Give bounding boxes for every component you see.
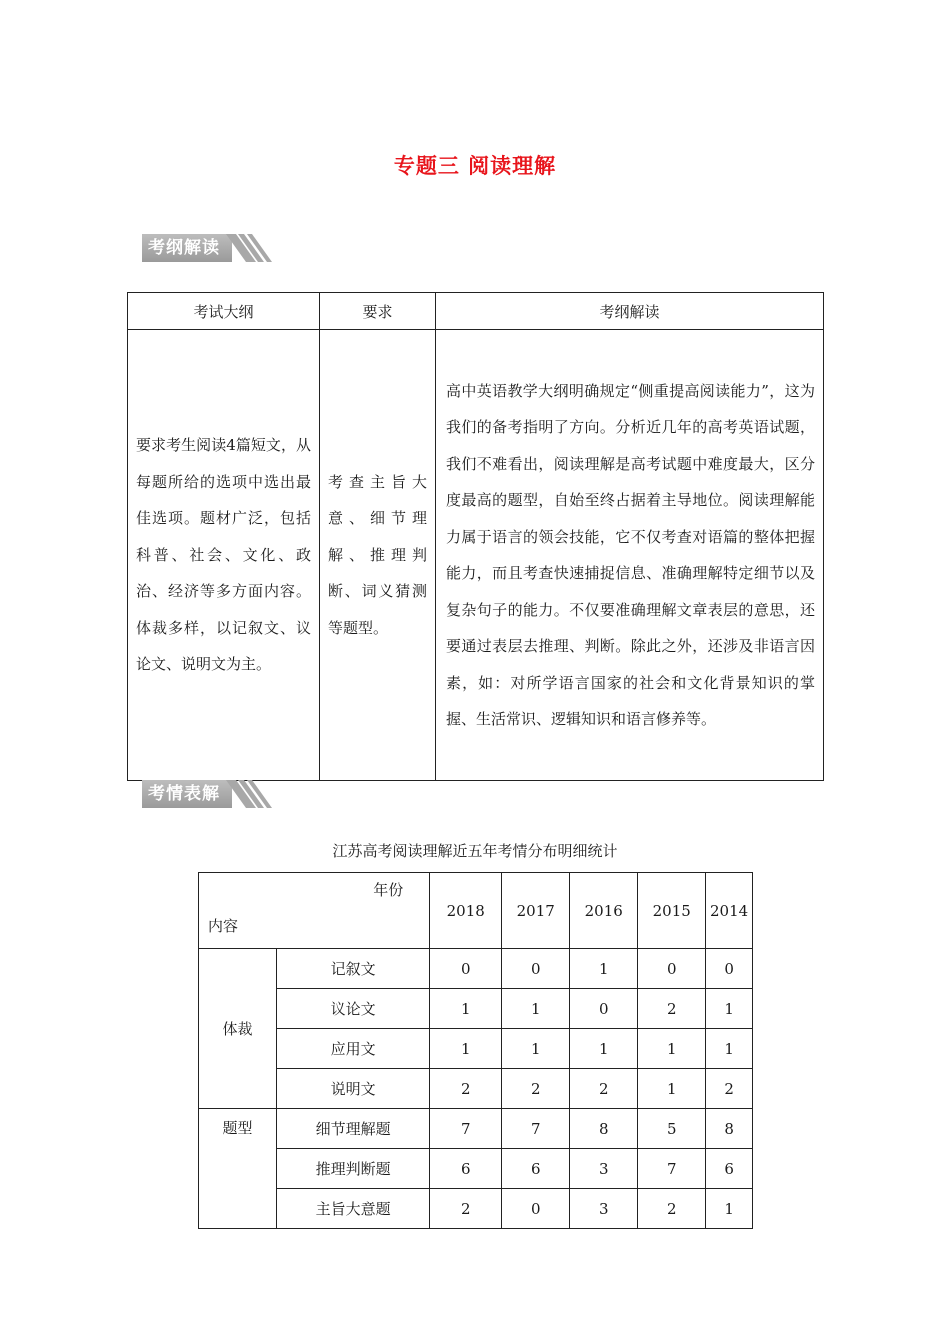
value-cell: 0 [502, 1189, 570, 1229]
stats-table [198, 872, 753, 1229]
value-cell: 0 [502, 949, 570, 989]
row-label: 记叙文 [277, 949, 430, 989]
value-cell: 2 [706, 1069, 753, 1109]
stripes-icon [226, 234, 272, 262]
value-cell: 2 [638, 989, 706, 1029]
value-cell: 0 [430, 949, 502, 989]
value-cell: 2 [430, 1069, 502, 1109]
corner-content-label: 内容 [208, 917, 239, 935]
row-label: 推理判断题 [277, 1149, 430, 1189]
value-cell: 6 [430, 1149, 502, 1189]
value-cell: 7 [638, 1149, 706, 1189]
group-label: 题型 [199, 1109, 277, 1229]
table-row [199, 1069, 753, 1109]
year-header: 2014 [706, 873, 753, 949]
value-cell: 8 [570, 1109, 638, 1149]
table-row [199, 1189, 753, 1229]
value-cell: 1 [638, 1069, 706, 1109]
outline-description: 要求考生阅读4篇短文，从每题所给的选项中选出最佳选项。题材广泛，包括科普、社会、文化、政治、经济等多方面内容。体裁多样，以记叙文、议论文、说明文为主。 [128, 330, 320, 781]
outline-table [127, 292, 824, 781]
year-header: 2017 [502, 873, 570, 949]
row-label: 说明文 [277, 1069, 430, 1109]
stripes-icon [226, 780, 272, 808]
value-cell: 0 [570, 989, 638, 1029]
value-cell: 5 [638, 1109, 706, 1149]
corner-year-label: 年份 [373, 881, 404, 899]
stats-header-row [199, 873, 753, 949]
header-outline: 考试大纲 [128, 293, 320, 330]
header-requirement: 要求 [320, 293, 436, 330]
stats-caption: 江苏高考阅读理解近五年考情分布明细统计 [332, 842, 618, 860]
value-cell: 1 [430, 989, 502, 1029]
value-cell: 1 [502, 1029, 570, 1069]
table-row [199, 989, 753, 1029]
section-banner-label: 考纲解读 [142, 234, 232, 262]
section-banner-outline [142, 234, 272, 262]
value-cell: 1 [570, 1029, 638, 1069]
row-label: 细节理解题 [277, 1109, 430, 1149]
value-cell: 2 [502, 1069, 570, 1109]
table-row [199, 1109, 753, 1149]
section-banner-stats [142, 780, 272, 808]
value-cell: 0 [706, 949, 753, 989]
outline-requirement: 考查主旨大意、细节理解、推理判断、词义猜测等题型。 [320, 330, 436, 781]
value-cell: 3 [570, 1149, 638, 1189]
year-header: 2016 [570, 873, 638, 949]
outline-interpretation: 高中英语教学大纲明确规定“侧重提高阅读能力”，这为我们的备考指明了方向。分析近几年的高考英语试题，我们不难看出，阅读理解是高考试题中难度最大，区分度最高的题型，自始至终占据着主导地位。阅读理解能力属于语言的领会技能，它不仅考查对语篇的整体把握能力，而且考查快速捕捉信息、准确理解特定细节以及复杂句子的能力。不仅要准确理解文章表层的意思，还要通过表层去推理、判断。除此之外，还涉及非语言因素，如：对所学语言国家的社会和文化背景知识的掌握、生活常识、逻辑知识和语言修养等。 [436, 330, 824, 781]
value-cell: 1 [706, 1189, 753, 1229]
value-cell: 1 [570, 949, 638, 989]
table-row [199, 1029, 753, 1069]
value-cell: 7 [502, 1109, 570, 1149]
group-label: 体裁 [199, 949, 277, 1109]
value-cell: 6 [502, 1149, 570, 1189]
year-header: 2018 [430, 873, 502, 949]
row-label: 议论文 [277, 989, 430, 1029]
value-cell: 1 [638, 1029, 706, 1069]
year-header: 2015 [638, 873, 706, 949]
page-title: 专题三 阅读理解 [393, 154, 557, 178]
section-banner-label: 考情表解 [142, 780, 232, 808]
value-cell: 3 [570, 1189, 638, 1229]
value-cell: 2 [430, 1189, 502, 1229]
value-cell: 2 [638, 1189, 706, 1229]
row-label: 主旨大意题 [277, 1189, 430, 1229]
outline-table-header [128, 293, 824, 330]
table-row [199, 1149, 753, 1189]
header-interpretation: 考纲解读 [436, 293, 824, 330]
value-cell: 6 [706, 1149, 753, 1189]
table-row [199, 949, 753, 989]
corner-cell [199, 873, 430, 949]
value-cell: 1 [502, 989, 570, 1029]
value-cell: 0 [638, 949, 706, 989]
row-label: 应用文 [277, 1029, 430, 1069]
value-cell: 7 [430, 1109, 502, 1149]
value-cell: 2 [570, 1069, 638, 1109]
value-cell: 1 [706, 989, 753, 1029]
value-cell: 8 [706, 1109, 753, 1149]
value-cell: 1 [706, 1029, 753, 1069]
value-cell: 1 [430, 1029, 502, 1069]
outline-table-row [128, 330, 824, 781]
